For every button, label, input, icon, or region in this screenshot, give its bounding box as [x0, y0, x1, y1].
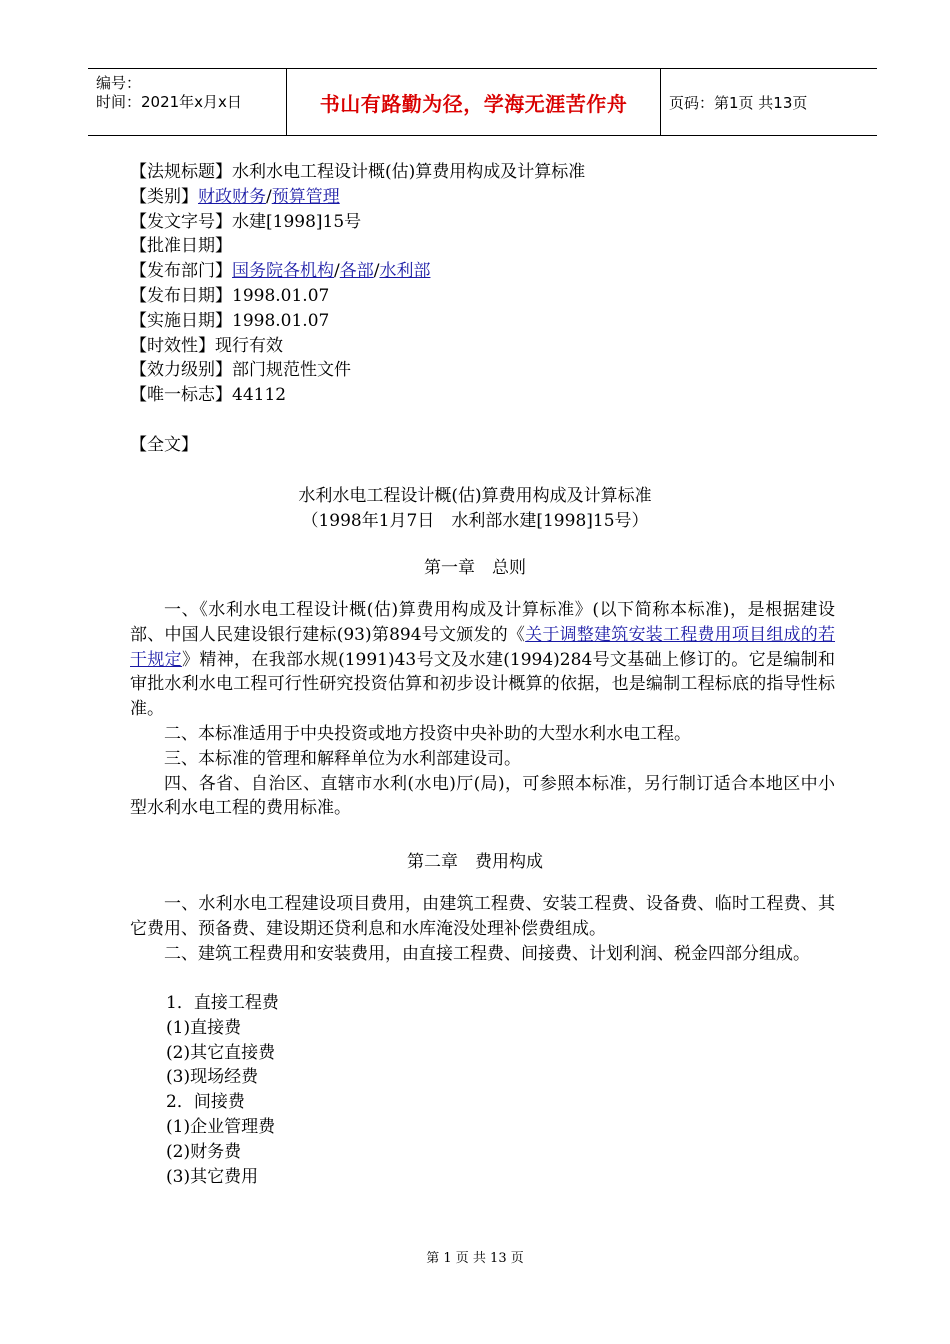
list-item: (3)现场经费	[166, 1067, 259, 1088]
fulltext-label: 【全文】	[130, 435, 198, 455]
motto-text: 书山有路勤为径，学海无涯苦作舟	[319, 91, 628, 116]
chapter-2-heading: 第二章 费用构成	[407, 852, 543, 872]
list-item: (3)其它费用	[166, 1166, 259, 1187]
meta-approve-date: 【批准日期】	[130, 236, 232, 257]
page-footer: 第 1 页 共 13 页	[426, 1251, 524, 1266]
list-item: (2)其它直接费	[166, 1042, 276, 1063]
chapter-1-heading: 第一章 总则	[424, 558, 526, 578]
ch1-paragraph-4: 四、各省、自治区、直辖市水利(水电)厅(局)，可参照本标准，另行制订适合本地区中小型水利水电工程的费用标准。	[130, 773, 835, 819]
ch1-paragraph-2: 二、本标准适用于中央投资或地方投资中央补助的大型水利水电工程。	[164, 723, 691, 744]
department-label: 【发布部门】	[130, 261, 232, 282]
number-label: 编号：	[96, 74, 142, 92]
list-item: (1)企业管理费	[166, 1116, 276, 1137]
page-info: 页码：第1页 共13页	[669, 93, 808, 112]
department-separator: /	[373, 261, 380, 282]
ch2-paragraph-2: 二、建筑工程费用和安装费用，由直接工程费、间接费、计划利润、税金四部分组成。	[164, 943, 810, 964]
chapter-2-body	[130, 892, 835, 966]
ch1-p1-text-after: 》精神，在我部水规(1991)43号文及水建(1994)284号文基础上修订的。它是编制和审批水利水电工程可行性研究投资估算和初步设计概算的依据，也是编制工程标底的指导性标准。	[130, 649, 836, 720]
document-title: 水利水电工程设计概(估)算费用构成及计算标准	[298, 486, 652, 506]
department-link-ministries[interactable]: 各部	[339, 261, 374, 282]
department-link-state-council[interactable]: 国务院各机构	[232, 261, 334, 282]
meta-category	[130, 185, 585, 210]
list-item: 1．直接工程费	[166, 993, 279, 1013]
department-link-water-ministry[interactable]: 水利部	[379, 261, 431, 282]
meta-effective-date: 【实施日期】1998.01.07	[130, 310, 330, 331]
list-item: 2．间接费	[166, 1092, 245, 1113]
document-header	[88, 68, 877, 136]
meta-level: 【效力级别】部门规范性文件	[130, 360, 351, 381]
time-label: 时间：2021年x月x日	[96, 93, 242, 111]
meta-doc-number: 【发文字号】水建[1998]15号	[130, 211, 362, 232]
header-left-cell	[88, 69, 287, 135]
header-page-cell	[661, 69, 877, 135]
category-link-budget[interactable]: 预算管理	[271, 186, 340, 207]
meta-validity: 【时效性】现行有效	[130, 335, 283, 356]
ch1-paragraph-1	[130, 598, 835, 722]
meta-unique-id: 【唯一标志】44112	[130, 385, 287, 406]
header-motto-cell	[287, 69, 661, 135]
list-item: (1)直接费	[166, 1017, 242, 1038]
category-separator: /	[266, 186, 272, 207]
chapter-1-body	[130, 598, 835, 821]
meta-title: 【法规标题】水利水电工程设计概(估)算费用构成及计算标准	[130, 162, 586, 182]
cost-item-list	[166, 991, 279, 1189]
category-link-finance[interactable]: 财政财务	[198, 186, 266, 207]
meta-publish-date: 【发布日期】1998.01.07	[130, 285, 330, 306]
category-label: 【类别】	[130, 186, 198, 207]
regulation-metadata	[130, 160, 585, 408]
ch1-paragraph-3: 三、本标准的管理和解释单位为水利部建设司。	[164, 748, 521, 769]
ch1-p1-text-before: 一、《水利水电工程设计概(估)算费用构成及计算标准》(以下简称本标准)，是根据建设部、中国人民建设银行建标(93)第894号文颁发的《	[130, 600, 835, 645]
ch2-paragraph-1: 一、水利水电工程建设项目费用，由建筑工程费、安装工程费、设备费、临时工程费、其它费用、预备费、建设期还贷利息和水库淹没处理补偿费组成。	[130, 894, 835, 939]
list-item: (2)财务费	[166, 1141, 242, 1162]
meta-department	[130, 259, 585, 284]
document-subtitle: （1998年1月7日 水利部水建[1998]15号）	[301, 511, 649, 531]
regulation-link[interactable]: 关于调整建筑安装工程费用项目组成的若干规定	[130, 624, 836, 670]
department-separator: /	[334, 261, 340, 282]
